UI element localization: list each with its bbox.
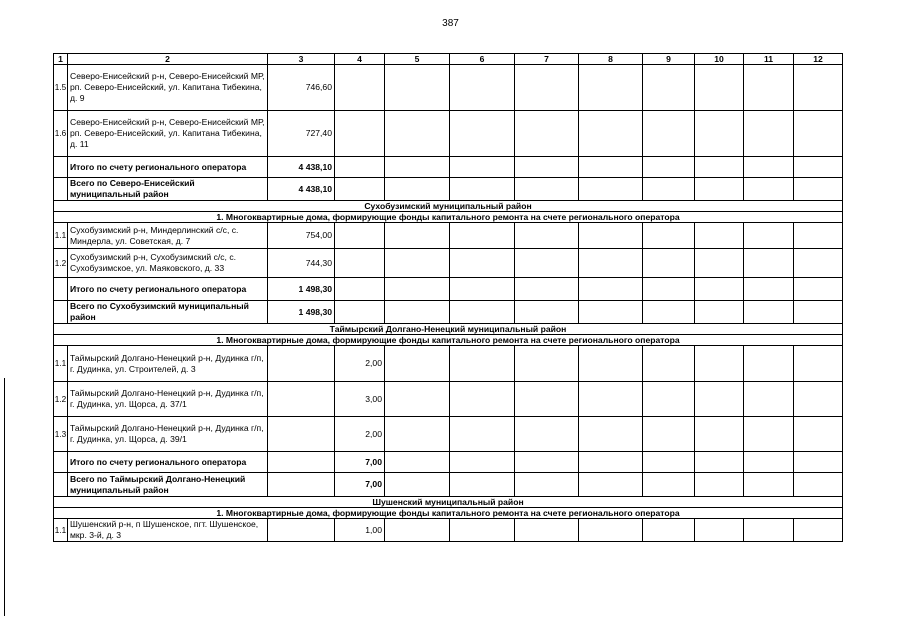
section-row bbox=[54, 335, 843, 346]
empty-cell bbox=[515, 346, 579, 382]
empty-cell bbox=[794, 452, 843, 473]
empty-cell bbox=[579, 301, 643, 324]
value-col4: 7,00 bbox=[335, 452, 385, 473]
empty-cell bbox=[744, 111, 794, 157]
empty-cell bbox=[515, 417, 579, 452]
empty-cell bbox=[643, 111, 695, 157]
table-row bbox=[54, 417, 843, 452]
section-title: 1. Многоквартирные дома, формирующие фонды капитального ремонта на счете регионального оператора bbox=[54, 335, 843, 346]
empty-cell bbox=[744, 157, 794, 178]
value-col4: 2,00 bbox=[335, 346, 385, 382]
empty-cell bbox=[579, 346, 643, 382]
empty-cell bbox=[515, 65, 579, 111]
value-col3: 746,60 bbox=[268, 65, 335, 111]
empty-cell bbox=[695, 301, 744, 324]
value-col4 bbox=[335, 223, 385, 249]
margin-line bbox=[4, 378, 5, 616]
empty-cell bbox=[385, 301, 450, 324]
empty-cell bbox=[643, 301, 695, 324]
empty-cell bbox=[450, 301, 515, 324]
row-number bbox=[54, 278, 68, 301]
empty-cell bbox=[695, 519, 744, 542]
empty-cell bbox=[385, 223, 450, 249]
value-col3: 744,30 bbox=[268, 249, 335, 278]
empty-cell bbox=[744, 223, 794, 249]
total-row bbox=[54, 301, 843, 324]
empty-cell bbox=[579, 157, 643, 178]
empty-cell bbox=[643, 473, 695, 497]
header-cell: 1 bbox=[54, 54, 68, 65]
row-number: 1.2 bbox=[54, 249, 68, 278]
total-row bbox=[54, 178, 843, 201]
total-label: Итого по счету регионального оператора bbox=[68, 157, 268, 178]
empty-cell bbox=[794, 382, 843, 417]
total-label: Всего по Таймырский Долгано-Ненецкий муниципальный район bbox=[68, 473, 268, 497]
row-number: 1.1 bbox=[54, 346, 68, 382]
row-number: 1.3 bbox=[54, 417, 68, 452]
address-cell: Северо-Енисейский р-н, Северо-Енисейский МР, рп. Северо-Енисейский, ул. Капитана Тибекина, д. 9 bbox=[68, 65, 268, 111]
total-label: Всего по Сухобузимский муниципальный район bbox=[68, 301, 268, 324]
row-number bbox=[54, 178, 68, 201]
empty-cell bbox=[695, 223, 744, 249]
row-number: 1.6 bbox=[54, 111, 68, 157]
empty-cell bbox=[643, 223, 695, 249]
empty-cell bbox=[794, 111, 843, 157]
value-col3 bbox=[268, 417, 335, 452]
empty-cell bbox=[744, 519, 794, 542]
empty-cell bbox=[744, 417, 794, 452]
empty-cell bbox=[643, 452, 695, 473]
empty-cell bbox=[579, 178, 643, 201]
section-title: 1. Многоквартирные дома, формирующие фонды капитального ремонта на счете регионального оператора bbox=[54, 212, 843, 223]
value-col4 bbox=[335, 157, 385, 178]
header-row bbox=[54, 54, 843, 65]
empty-cell bbox=[515, 382, 579, 417]
empty-cell bbox=[643, 278, 695, 301]
value-col4 bbox=[335, 111, 385, 157]
empty-cell bbox=[579, 452, 643, 473]
value-col3: 1 498,30 bbox=[268, 301, 335, 324]
table-body bbox=[54, 54, 843, 542]
empty-cell bbox=[450, 417, 515, 452]
section-row bbox=[54, 201, 843, 212]
empty-cell bbox=[515, 278, 579, 301]
total-row bbox=[54, 452, 843, 473]
address-cell: Таймырский Долгано-Ненецкий р-н, Дудинка г/п, г. Дудинка, ул. Строителей, д. 3 bbox=[68, 346, 268, 382]
section-title: Таймырский Долгано-Ненецкий муниципальный район bbox=[54, 324, 843, 335]
empty-cell bbox=[695, 346, 744, 382]
empty-cell bbox=[744, 301, 794, 324]
empty-cell bbox=[579, 417, 643, 452]
empty-cell bbox=[385, 65, 450, 111]
empty-cell bbox=[744, 65, 794, 111]
value-col4 bbox=[335, 178, 385, 201]
empty-cell bbox=[695, 473, 744, 497]
empty-cell bbox=[643, 382, 695, 417]
empty-cell bbox=[579, 473, 643, 497]
empty-cell bbox=[695, 178, 744, 201]
empty-cell bbox=[450, 519, 515, 542]
section-title: Шушенский муниципальный район bbox=[54, 497, 843, 508]
empty-cell bbox=[515, 473, 579, 497]
empty-cell bbox=[385, 157, 450, 178]
empty-cell bbox=[744, 178, 794, 201]
header-cell: 2 bbox=[68, 54, 268, 65]
section-title: 1. Многоквартирные дома, формирующие фонды капитального ремонта на счете регионального оператора bbox=[54, 508, 843, 519]
empty-cell bbox=[794, 65, 843, 111]
value-col3 bbox=[268, 382, 335, 417]
empty-cell bbox=[695, 249, 744, 278]
empty-cell bbox=[515, 157, 579, 178]
table-row bbox=[54, 223, 843, 249]
row-number bbox=[54, 473, 68, 497]
table-row bbox=[54, 111, 843, 157]
empty-cell bbox=[744, 473, 794, 497]
value-col3 bbox=[268, 519, 335, 542]
value-col4: 3,00 bbox=[335, 382, 385, 417]
total-label: Всего по Северо-Енисейский муниципальный район bbox=[68, 178, 268, 201]
value-col4 bbox=[335, 301, 385, 324]
empty-cell bbox=[794, 301, 843, 324]
empty-cell bbox=[450, 111, 515, 157]
value-col4 bbox=[335, 65, 385, 111]
header-cell: 12 bbox=[794, 54, 843, 65]
value-col3: 754,00 bbox=[268, 223, 335, 249]
repair-table bbox=[53, 53, 843, 542]
total-label: Итого по счету регионального оператора bbox=[68, 278, 268, 301]
empty-cell bbox=[695, 111, 744, 157]
empty-cell bbox=[579, 382, 643, 417]
empty-cell bbox=[744, 382, 794, 417]
address-cell: Северо-Енисейский р-н, Северо-Енисейский МР, рп. Северо-Енисейский, ул. Капитана Тибекина, д. 11 bbox=[68, 111, 268, 157]
empty-cell bbox=[385, 346, 450, 382]
row-number bbox=[54, 157, 68, 178]
empty-cell bbox=[515, 301, 579, 324]
value-col3: 727,40 bbox=[268, 111, 335, 157]
empty-cell bbox=[385, 278, 450, 301]
empty-cell bbox=[450, 346, 515, 382]
total-row bbox=[54, 278, 843, 301]
empty-cell bbox=[643, 346, 695, 382]
section-row bbox=[54, 497, 843, 508]
row-number: 1.1 bbox=[54, 223, 68, 249]
empty-cell bbox=[695, 65, 744, 111]
table-row bbox=[54, 346, 843, 382]
header-cell: 10 bbox=[695, 54, 744, 65]
empty-cell bbox=[450, 178, 515, 201]
empty-cell bbox=[450, 157, 515, 178]
total-label: Итого по счету регионального оператора bbox=[68, 452, 268, 473]
empty-cell bbox=[643, 178, 695, 201]
empty-cell bbox=[385, 473, 450, 497]
section-row bbox=[54, 212, 843, 223]
empty-cell bbox=[385, 111, 450, 157]
empty-cell bbox=[744, 278, 794, 301]
empty-cell bbox=[450, 278, 515, 301]
value-col4: 7,00 bbox=[335, 473, 385, 497]
address-cell: Таймырский Долгано-Ненецкий р-н, Дудинка г/п, г. Дудинка, ул. Щорса, д. 37/1 bbox=[68, 382, 268, 417]
address-cell: Сухобузимский р-н, Миндерлинский с/с, с. Миндерла, ул. Советская, д. 7 bbox=[68, 223, 268, 249]
empty-cell bbox=[695, 382, 744, 417]
empty-cell bbox=[794, 278, 843, 301]
empty-cell bbox=[744, 346, 794, 382]
empty-cell bbox=[515, 452, 579, 473]
row-number bbox=[54, 452, 68, 473]
header-cell: 3 bbox=[268, 54, 335, 65]
section-row bbox=[54, 324, 843, 335]
empty-cell bbox=[385, 519, 450, 542]
row-number: 1.2 bbox=[54, 382, 68, 417]
row-number bbox=[54, 301, 68, 324]
value-col3 bbox=[268, 473, 335, 497]
empty-cell bbox=[794, 346, 843, 382]
total-row bbox=[54, 157, 843, 178]
empty-cell bbox=[794, 417, 843, 452]
empty-cell bbox=[515, 249, 579, 278]
empty-cell bbox=[450, 473, 515, 497]
empty-cell bbox=[794, 178, 843, 201]
value-col4: 1,00 bbox=[335, 519, 385, 542]
empty-cell bbox=[385, 382, 450, 417]
empty-cell bbox=[515, 223, 579, 249]
value-col3 bbox=[268, 346, 335, 382]
page-number: 387 bbox=[442, 18, 459, 29]
header-cell: 6 bbox=[450, 54, 515, 65]
empty-cell bbox=[450, 452, 515, 473]
section-title: Сухобузимский муниципальный район bbox=[54, 201, 843, 212]
value-col3: 4 438,10 bbox=[268, 157, 335, 178]
value-col3: 4 438,10 bbox=[268, 178, 335, 201]
address-cell: Таймырский Долгано-Ненецкий р-н, Дудинка г/п, г. Дудинка, ул. Щорса, д. 39/1 bbox=[68, 417, 268, 452]
value-col3 bbox=[268, 452, 335, 473]
empty-cell bbox=[579, 249, 643, 278]
empty-cell bbox=[515, 178, 579, 201]
empty-cell bbox=[794, 473, 843, 497]
header-cell: 7 bbox=[515, 54, 579, 65]
empty-cell bbox=[579, 519, 643, 542]
empty-cell bbox=[579, 278, 643, 301]
table-row bbox=[54, 65, 843, 111]
empty-cell bbox=[794, 519, 843, 542]
total-row bbox=[54, 473, 843, 497]
row-number: 1.1 bbox=[54, 519, 68, 542]
address-cell: Сухобузимский р-н, Сухобузимский с/с, с. Сухобузимское, ул. Маяковского, д. 33 bbox=[68, 249, 268, 278]
empty-cell bbox=[695, 452, 744, 473]
empty-cell bbox=[794, 157, 843, 178]
empty-cell bbox=[450, 249, 515, 278]
value-col4 bbox=[335, 249, 385, 278]
empty-cell bbox=[579, 223, 643, 249]
empty-cell bbox=[385, 178, 450, 201]
header-cell: 9 bbox=[643, 54, 695, 65]
empty-cell bbox=[450, 382, 515, 417]
empty-cell bbox=[515, 111, 579, 157]
empty-cell bbox=[695, 157, 744, 178]
empty-cell bbox=[744, 452, 794, 473]
section-row bbox=[54, 508, 843, 519]
value-col4 bbox=[335, 278, 385, 301]
header-cell: 5 bbox=[385, 54, 450, 65]
row-number: 1.5 bbox=[54, 65, 68, 111]
table-row bbox=[54, 519, 843, 542]
empty-cell bbox=[643, 519, 695, 542]
empty-cell bbox=[695, 417, 744, 452]
value-col3: 1 498,30 bbox=[268, 278, 335, 301]
empty-cell bbox=[450, 65, 515, 111]
empty-cell bbox=[695, 278, 744, 301]
empty-cell bbox=[643, 249, 695, 278]
empty-cell bbox=[579, 111, 643, 157]
empty-cell bbox=[450, 223, 515, 249]
value-col4: 2,00 bbox=[335, 417, 385, 452]
empty-cell bbox=[385, 417, 450, 452]
empty-cell bbox=[794, 223, 843, 249]
empty-cell bbox=[385, 452, 450, 473]
empty-cell bbox=[744, 249, 794, 278]
empty-cell bbox=[643, 65, 695, 111]
empty-cell bbox=[794, 249, 843, 278]
table-row bbox=[54, 382, 843, 417]
empty-cell bbox=[579, 65, 643, 111]
address-cell: Шушенский р-н, п Шушенское, пгт. Шушенское, мкр. 3-й, д. 3 bbox=[68, 519, 268, 542]
empty-cell bbox=[643, 157, 695, 178]
header-cell: 8 bbox=[579, 54, 643, 65]
header-cell: 4 bbox=[335, 54, 385, 65]
header-cell: 11 bbox=[744, 54, 794, 65]
empty-cell bbox=[385, 249, 450, 278]
table-row bbox=[54, 249, 843, 278]
empty-cell bbox=[643, 417, 695, 452]
empty-cell bbox=[515, 519, 579, 542]
